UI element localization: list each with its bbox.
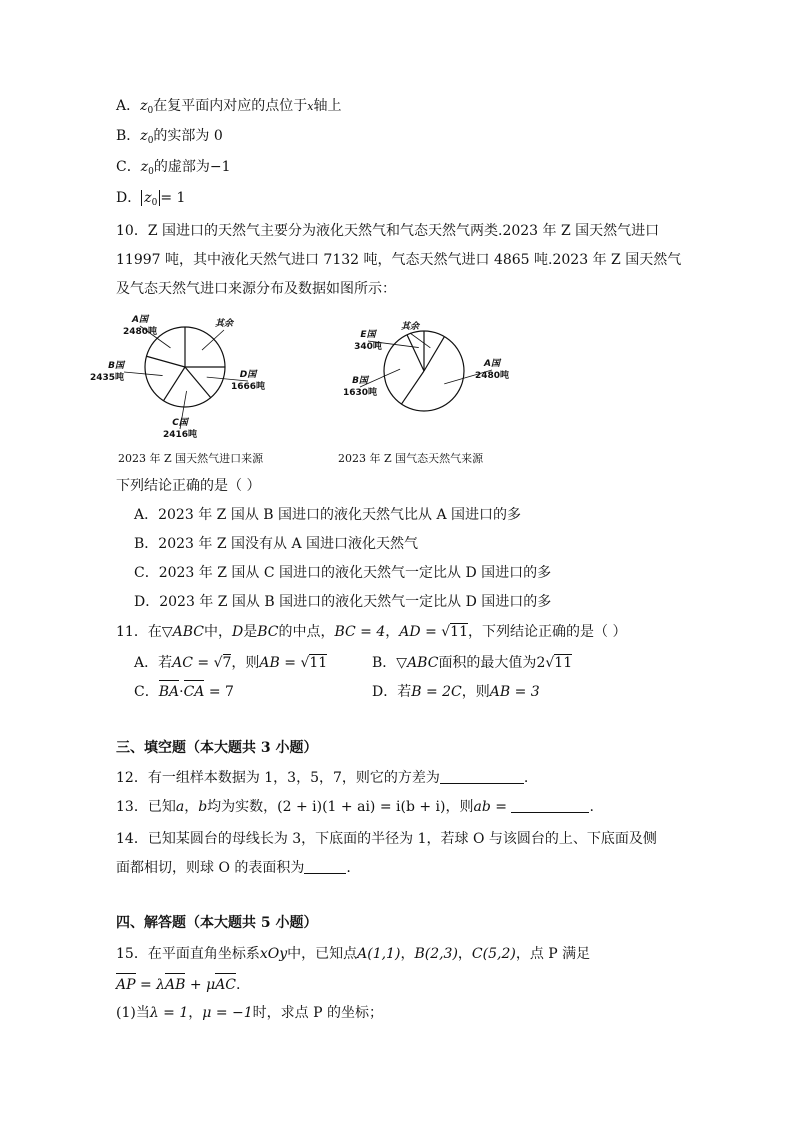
section-3-title: 三、填空题（本大题共 3 小题）: [116, 740, 318, 756]
pie-value-label: 340吨: [354, 342, 382, 352]
q14-line-2: 面都相切，则球 O 的表面积为 .: [116, 860, 351, 876]
q10-line-2: 11997 吨，其中液化天然气进口 7132 吨，气态天然气进口 4865 吨.2023 年 Z 国天然气: [116, 252, 682, 268]
pie-label: B国: [352, 376, 368, 386]
q10-option-b: B．2023 年 Z 国没有从 A 国进口液化天然气: [134, 536, 419, 552]
pie-label: 其余: [400, 322, 420, 332]
q10-option-c: C．2023 年 Z 国从 C 国进口的液化天然气一定比从 D 国进口的多: [134, 565, 552, 581]
pie-value-label: 2480吨: [122, 327, 158, 337]
q15-equation: AP = λAB + μAC.: [116, 977, 241, 993]
q11-option-c: C．BA·CA = 7: [134, 684, 234, 700]
pie-label: A国: [132, 315, 148, 325]
q14-line-1: 14．已知某圆台的母线长为 3，下底面的半径为 1，若球 O 与该圆台的上、下底面及侧: [116, 831, 657, 847]
q9-option-d: D． $z_0 = 1$: [116, 190, 186, 208]
pie-label: A国: [484, 359, 500, 369]
q11-option-d: D．若B = 2C，则AB = 3: [372, 684, 540, 700]
pie-label: E国: [360, 330, 376, 340]
section-4-title: 四、解答题（本大题共 5 小题）: [116, 915, 318, 931]
q9-option-b: B．$z_0$的实部为 0: [116, 128, 223, 146]
pie-label: D国: [239, 370, 257, 380]
pie-chart-1: [90, 314, 265, 440]
q12: 12．有一组样本数据为 1，3，5，7，则它的方差为 .: [116, 770, 529, 786]
q11-option-b: B．▽ABC面积的最大值为2√11: [372, 655, 573, 671]
pie-chart-2: [343, 321, 509, 411]
q10-option-d: D．2023 年 Z 国从 B 国进口的液化天然气一定比从 D 国进口的多: [134, 594, 552, 610]
pie-label: B国: [108, 361, 124, 371]
pie-value-label: 2480吨: [474, 371, 510, 381]
q9-option-c: C．$z_0$的虚部为−1: [116, 159, 231, 177]
q15-stem: 15．在平面直角坐标系xOy中，已知点A(1,1)，B(2,3)，C(5,2)，点 P 满足: [116, 946, 591, 962]
q15-part-1: (1)当λ = 1，μ = −1时，求点 P 的坐标；: [116, 1005, 383, 1021]
q10-option-a: A．2023 年 Z 国从 B 国进口的液化天然气比从 A 国进口的多: [134, 507, 522, 523]
q9-option-a: A．$z_0$在复平面内对应的点位于x轴上: [116, 98, 342, 116]
pie-value-label: 1630吨: [342, 388, 378, 398]
chart-2-title: 2023 年 Z 国气态天然气来源: [338, 452, 484, 465]
pie-value-label: 1666吨: [230, 382, 266, 392]
q10-prompt: 下列结论正确的是（ ）: [116, 478, 261, 494]
q10-line-1: 10．Z 国进口的天然气主要分为液化天然气和气态天然气两类.2023 年 Z 国天然气进口: [116, 223, 660, 239]
q11-stem: 11．在▽ABC中，D是BC的中点，BC = 4，AD = √11，下列结论正确的是（ ）: [116, 624, 627, 640]
pie-value-label: 2435吨: [89, 373, 124, 383]
pie-charts: [0, 305, 793, 465]
pie-value-label: 2416吨: [162, 430, 198, 440]
chart-1-title: 2023 年 Z 国天然气进口来源: [118, 452, 264, 465]
q10-line-3: 及气态天然气进口来源分布及数据如图所示：: [116, 281, 396, 297]
pie-label: 其余: [214, 319, 234, 329]
pie-label: C国: [172, 418, 188, 428]
q11-option-a: A．若AC = √7，则AB = √11: [134, 655, 328, 671]
q13: 13．已知a，b均为实数，(2 + i)(1 + ai) = i(b + i)，则ab = .: [116, 799, 594, 815]
